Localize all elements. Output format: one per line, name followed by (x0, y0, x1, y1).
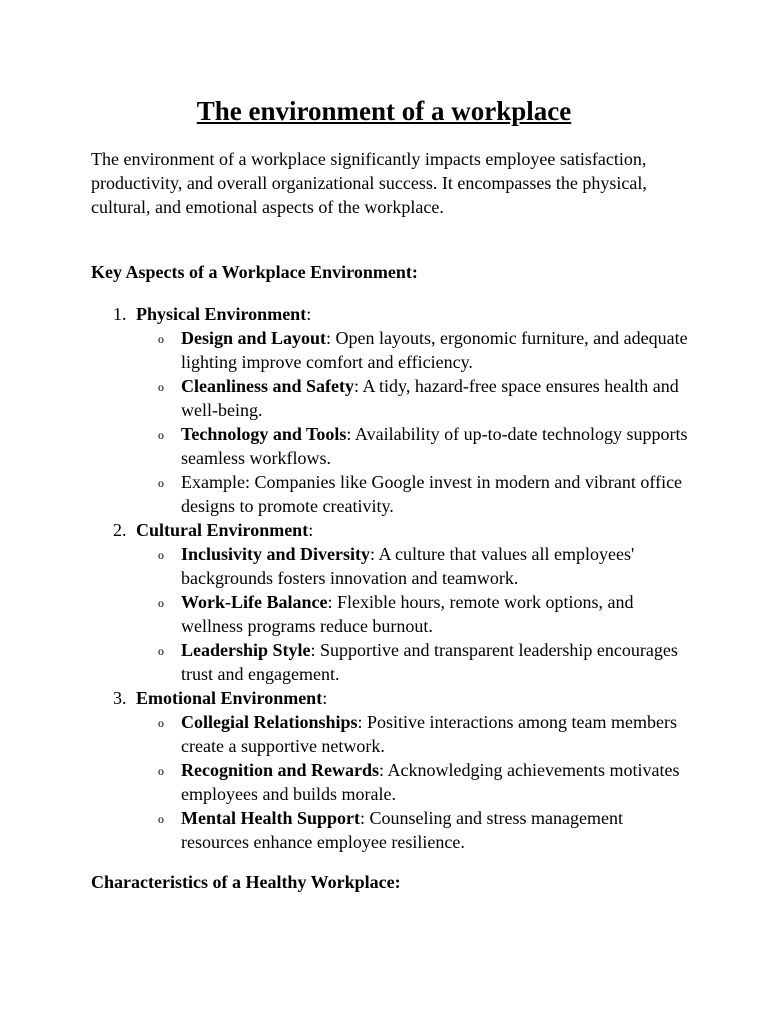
list-item (136, 326, 691, 374)
list-item (136, 638, 691, 686)
characteristics-heading: Characteristics of a Healthy Workplace: (91, 872, 401, 892)
document-title: The environment of a workplace (196, 96, 572, 126)
key-aspects-heading: Key Aspects of a Workplace Environment: (91, 262, 418, 282)
item-text: Example: Companies like Google invest in modern and vibrant office designs to promote creativity. (181, 472, 683, 516)
item-term: Collegial Relationships (181, 712, 358, 732)
section-title-line (136, 302, 691, 326)
section-item (91, 518, 691, 686)
item-text: : A culture that values all employees' backgrounds fosters innovation and teamwork. (181, 544, 635, 588)
item-term: Mental Health Support (181, 808, 361, 828)
section-number: 1. (113, 304, 127, 324)
sub-list (136, 710, 691, 854)
aspects-list (91, 302, 691, 854)
section-title-suffix: : (308, 520, 314, 540)
circle-bullet-icon: o (158, 596, 164, 610)
section-item (91, 302, 691, 518)
item-term: Design and Layout (181, 328, 327, 348)
item-term: Work-Life Balance (181, 592, 328, 612)
circle-bullet-icon: o (158, 476, 164, 490)
intro-paragraph: The environment of a workplace significantly impacts employee satisfaction, productivity, and overall organizational success. It encompasses the physical, cultural, and emotional aspects of the workplace. (91, 149, 647, 217)
circle-bullet-icon: o (158, 332, 164, 346)
list-item (136, 542, 691, 590)
section-title: Physical Environment (136, 304, 307, 324)
circle-bullet-icon: o (158, 812, 164, 826)
section-item (91, 686, 691, 854)
item-text: : Open layouts, ergonomic furniture, and adequate lighting improve comfort and efficiency. (181, 328, 688, 372)
circle-bullet-icon: o (158, 644, 164, 658)
list-item (136, 470, 691, 518)
section-title-line (136, 686, 691, 710)
list-item (136, 590, 691, 638)
list-item (136, 806, 691, 854)
item-text: : Counseling and stress management resources enhance employee resilience. (181, 808, 623, 852)
sub-list (136, 326, 691, 518)
item-term: Inclusivity and Diversity (181, 544, 371, 564)
section-number: 2. (113, 520, 127, 540)
section-title-line (136, 518, 691, 542)
list-item (136, 758, 691, 806)
list-item (136, 422, 691, 470)
item-text: : Acknowledging achievements motivates employees and builds morale. (181, 760, 680, 804)
list-item (136, 374, 691, 422)
item-term: Leadership Style (181, 640, 311, 660)
sub-list (136, 542, 691, 686)
circle-bullet-icon: o (158, 764, 164, 778)
circle-bullet-icon: o (158, 716, 164, 730)
item-term: Cleanliness and Safety (181, 376, 355, 396)
circle-bullet-icon: o (158, 380, 164, 394)
item-text: : Flexible hours, remote work options, and wellness programs reduce burnout. (181, 592, 634, 636)
item-text: : A tidy, hazard-free space ensures health and well-being. (181, 376, 679, 420)
item-term: Technology and Tools (181, 424, 347, 444)
item-text: : Positive interactions among team members create a supportive network. (181, 712, 677, 756)
section-title-suffix: : (322, 688, 328, 708)
circle-bullet-icon: o (158, 548, 164, 562)
item-term: Recognition and Rewards (181, 760, 380, 780)
section-title: Emotional Environment (136, 688, 323, 708)
section-title: Cultural Environment (136, 520, 309, 540)
item-text: : Availability of up-to-date technology supports seamless workflows. (181, 424, 688, 468)
section-number: 3. (113, 688, 127, 708)
section-title-suffix: : (306, 304, 312, 324)
item-text: : Supportive and transparent leadership encourages trust and engagement. (181, 640, 678, 684)
circle-bullet-icon: o (158, 428, 164, 442)
list-item (136, 710, 691, 758)
